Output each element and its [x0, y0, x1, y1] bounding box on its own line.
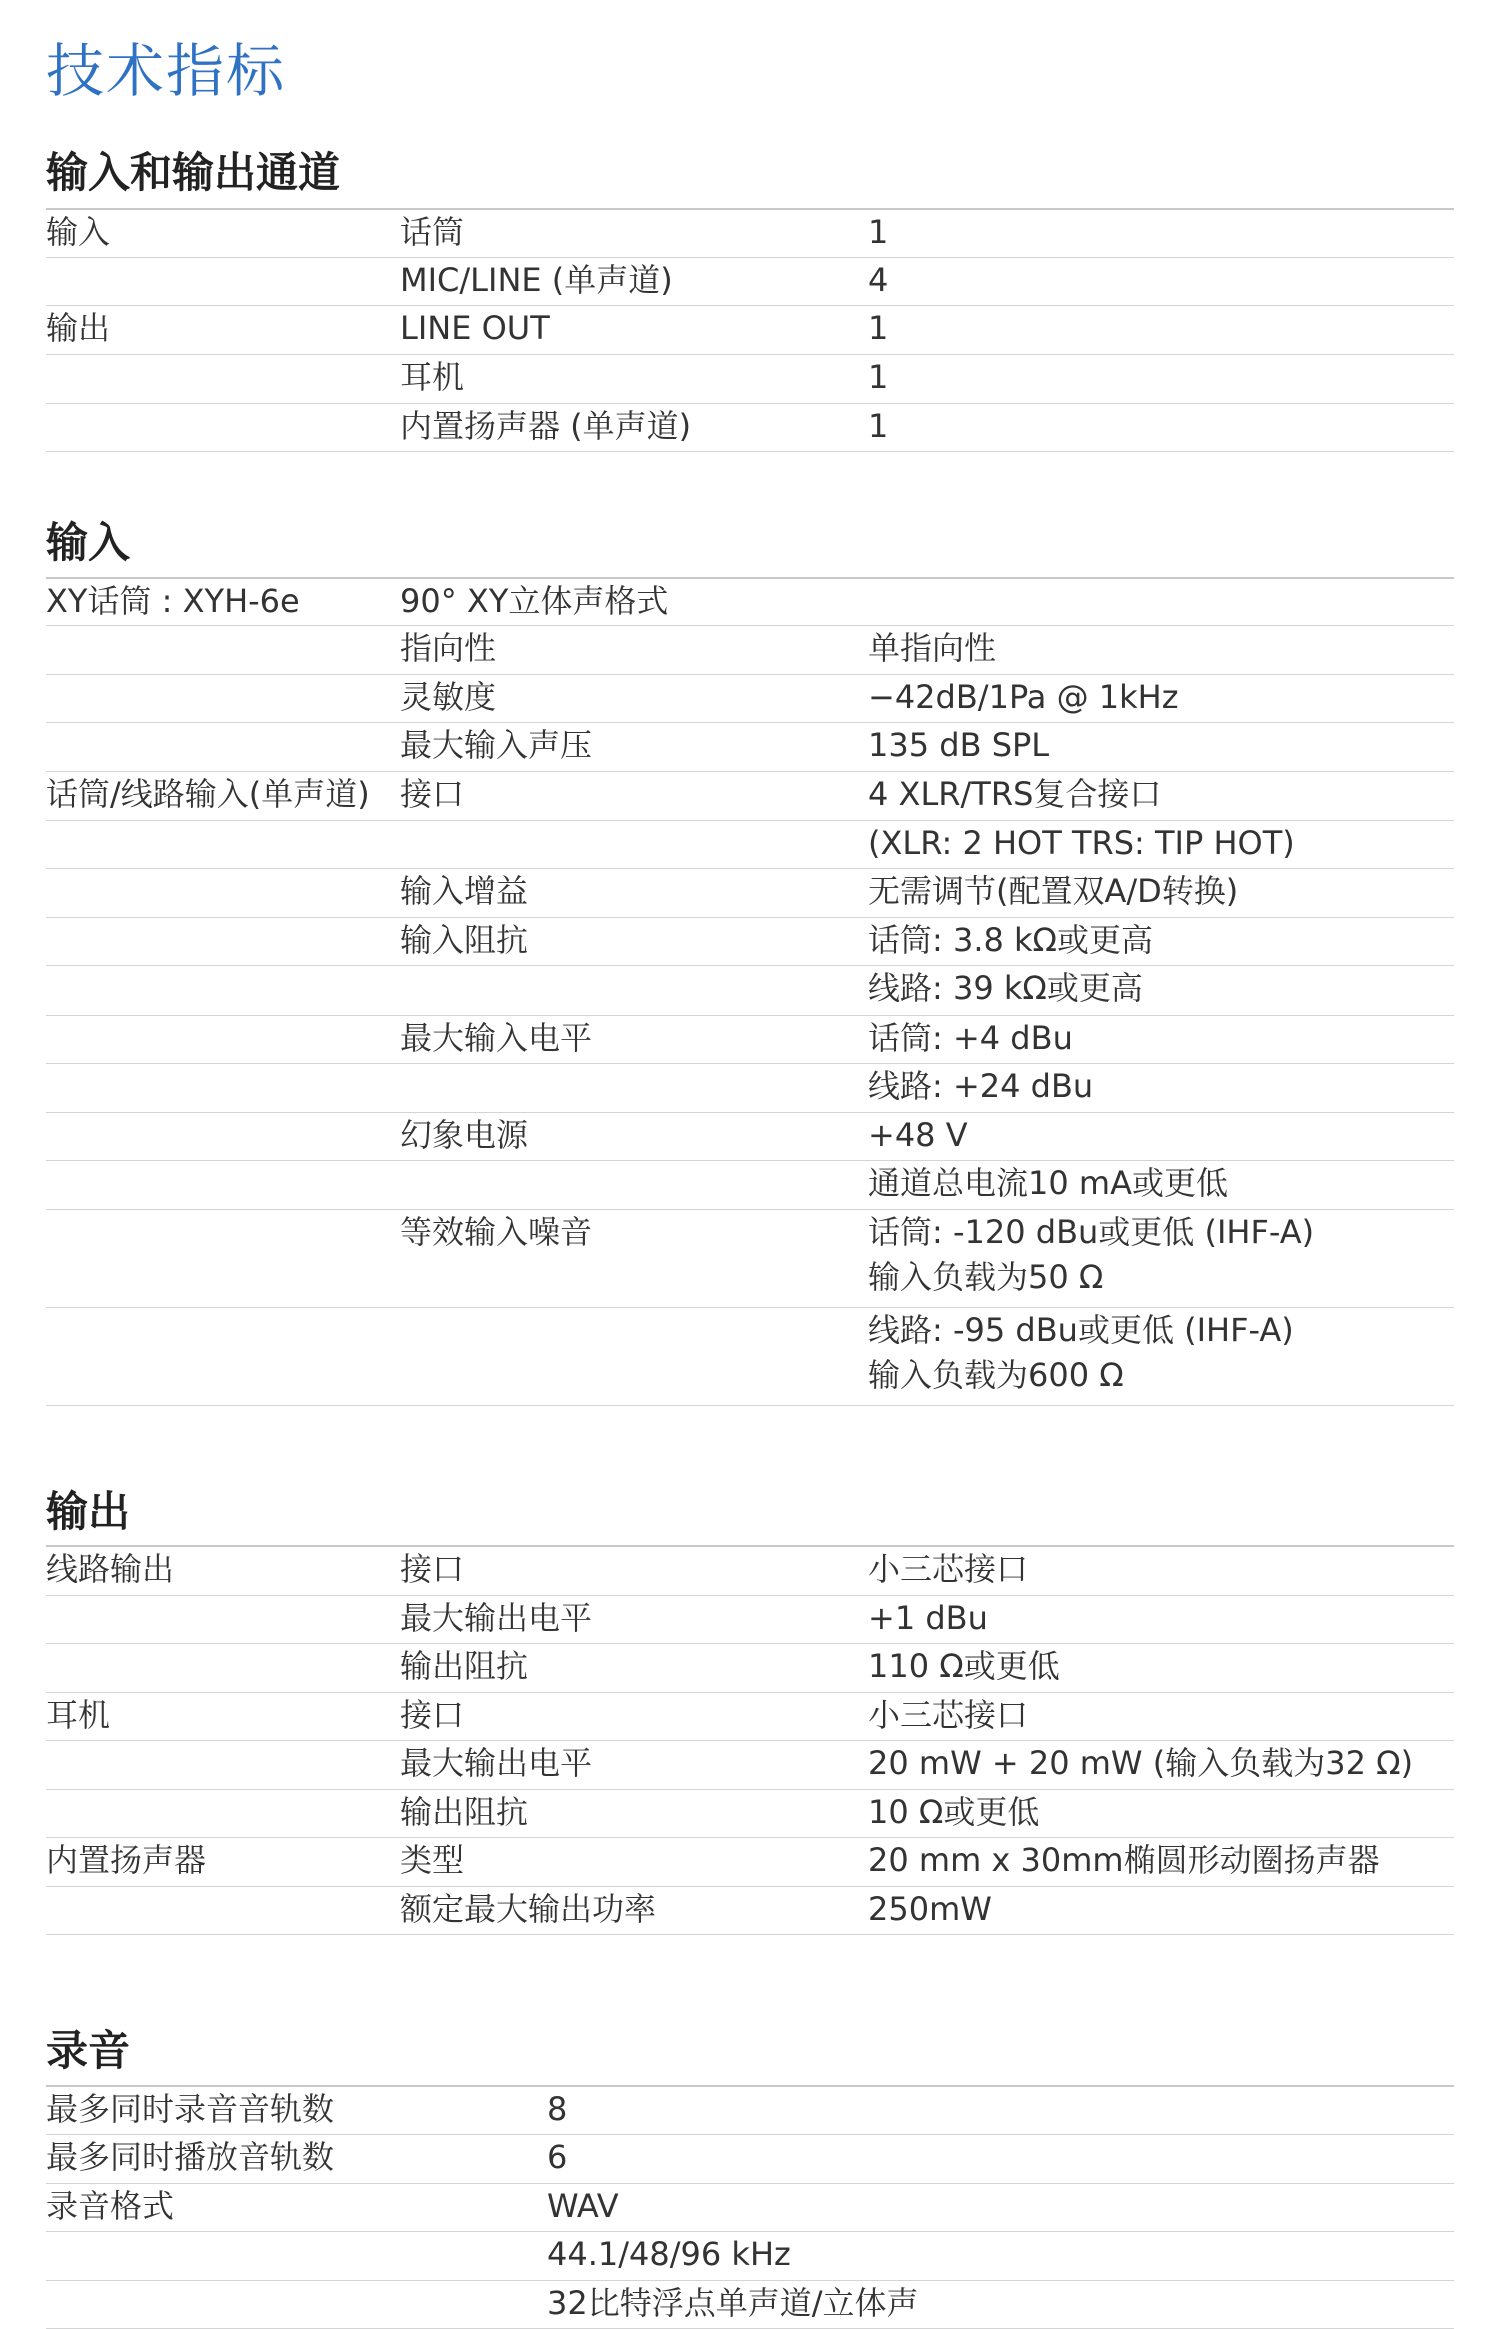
spec-value: 通道总电流10 mA或更低: [868, 1164, 1228, 1202]
spec-row: [46, 675, 1454, 723]
spec-row: [46, 1308, 1454, 1406]
spec-row: [46, 355, 1454, 404]
spec-row: [46, 258, 1454, 306]
spec-value: 线路: +24 dBu: [868, 1067, 1094, 1105]
spec-value: 250mW: [868, 1890, 992, 1928]
section-title-io-channels: 输入和输出通道: [46, 148, 341, 197]
spec-value: 8: [547, 2090, 568, 2128]
spec-value: 1: [868, 309, 889, 347]
spec-item: 内置扬声器 (单声道): [400, 407, 692, 445]
spec-value-line: 线路: -95 dBu或更低 (IHF-A): [868, 1311, 1294, 1349]
spec-item: 灵敏度: [400, 678, 497, 716]
spec-item: 类型: [400, 1841, 465, 1879]
spec-value: +1 dBu: [868, 1599, 988, 1637]
spec-value: 小三芯接口: [868, 1550, 1029, 1588]
spec-item: 输出阻抗: [400, 1793, 529, 1831]
spec-value: 4 XLR/TRS复合接口: [868, 775, 1162, 813]
spec-value: 小三芯接口: [868, 1696, 1029, 1734]
spec-value: +48 V: [868, 1116, 968, 1154]
spec-item: 输入阻抗: [400, 921, 529, 959]
spec-value: 1: [868, 213, 889, 251]
spec-value: 话筒: +4 dBu: [868, 1019, 1073, 1057]
spec-row: [46, 869, 1454, 918]
spec-item: 最大输出电平: [400, 1599, 593, 1637]
spec-item: LINE OUT: [400, 309, 550, 347]
spec-value: 110 Ω或更低: [868, 1647, 1060, 1685]
spec-value: 44.1/48/96 kHz: [547, 2235, 791, 2273]
spec-row: [46, 2135, 1454, 2184]
spec-item: 指向性: [400, 629, 497, 667]
spec-item: 输入增益: [400, 872, 529, 910]
spec-row: [46, 210, 1454, 258]
spec-value: (XLR: 2 HOT TRS: TIP HOT): [868, 824, 1295, 862]
spec-item: 等效输入噪音: [400, 1213, 593, 1251]
spec-value: 无需调节(配置双A/D转换): [868, 872, 1239, 910]
spec-row: [46, 1887, 1454, 1935]
spec-item: 额定最大输出功率: [400, 1890, 657, 1928]
spec-row: [46, 1790, 1454, 1838]
spec-value: [868, 1210, 1314, 1300]
spec-row: [46, 1547, 1454, 1596]
spec-value: WAV: [547, 2187, 619, 2225]
spec-item: 录音格式: [46, 2187, 175, 2225]
spec-row: [46, 2087, 1454, 2135]
spec-item: 幻象电源: [400, 1116, 529, 1154]
spec-row: [46, 1741, 1454, 1790]
spec-category: 耳机: [46, 1696, 111, 1734]
spec-item: 接口: [400, 1550, 465, 1588]
page-title: 技术指标: [46, 37, 287, 105]
output-table: [46, 1545, 1454, 1935]
spec-row: [46, 1596, 1454, 1644]
spec-row: [46, 2232, 1454, 2281]
spec-value: [868, 1308, 1294, 1398]
spec-row: [46, 723, 1454, 772]
spec-category: 话筒/线路输入(单声道): [46, 775, 370, 813]
spec-row: [46, 1161, 1454, 1210]
spec-row: [46, 1113, 1454, 1161]
spec-value-line: 输入负载为50 Ω: [868, 1258, 1104, 1296]
spec-value-line: 话筒: -120 dBu或更低 (IHF-A): [868, 1213, 1315, 1251]
spec-row: [46, 1644, 1454, 1693]
spec-row: [46, 306, 1454, 355]
spec-row: [46, 772, 1454, 821]
spec-value: 20 mW + 20 mW (输入负载为32 Ω): [868, 1744, 1414, 1782]
spec-value: 1: [868, 358, 889, 396]
spec-item: 输出阻抗: [400, 1647, 529, 1685]
spec-category: 输入: [46, 213, 111, 251]
spec-value: 线路: 39 kΩ或更高: [868, 969, 1143, 1007]
spec-item: 最多同时播放音轨数: [46, 2138, 335, 2176]
spec-row: [46, 821, 1454, 869]
spec-row: [46, 404, 1454, 452]
spec-item: MIC/LINE (单声道): [400, 261, 673, 299]
spec-row: [46, 1016, 1454, 1064]
spec-value-line: 输入负载为600 Ω: [868, 1356, 1124, 1394]
spec-category: 内置扬声器: [46, 1841, 207, 1879]
spec-row: [46, 1064, 1454, 1113]
spec-value: 4: [868, 261, 889, 299]
spec-item: 耳机: [400, 358, 465, 396]
spec-item: 最大输入电平: [400, 1019, 593, 1057]
spec-item: 接口: [400, 1696, 465, 1734]
spec-row: [46, 579, 1454, 626]
spec-row: [46, 1838, 1454, 1887]
spec-value: 单指向性: [868, 629, 997, 667]
spec-row: [46, 1693, 1454, 1741]
section-title-output: 输出: [46, 1487, 131, 1536]
spec-category: XY话筒 : XYH-6e: [46, 582, 300, 620]
spec-category: 线路输出: [46, 1550, 175, 1588]
spec-item: 话筒: [400, 213, 465, 251]
section-title-recording: 录音: [46, 2026, 131, 2075]
spec-value: 135 dB SPL: [868, 726, 1050, 764]
input-table: [46, 577, 1454, 1406]
spec-item: 最多同时录音音轨数: [46, 2090, 335, 2128]
spec-value: −42dB/1Pa @ 1kHz: [868, 678, 1179, 716]
spec-category: 输出: [46, 309, 111, 347]
spec-value: 1: [868, 407, 889, 445]
spec-value: 话筒: 3.8 kΩ或更高: [868, 921, 1154, 959]
spec-value: 6: [547, 2138, 568, 2176]
spec-row: [46, 918, 1454, 966]
spec-row: [46, 2184, 1454, 2232]
spec-item: 90° XY立体声格式: [400, 582, 669, 620]
spec-item: 最大输出电平: [400, 1744, 593, 1782]
io-channels-table: [46, 208, 1454, 452]
spec-value: 20 mm x 30mm椭圆形动圈扬声器: [868, 1841, 1380, 1879]
spec-row: [46, 626, 1454, 675]
spec-row: [46, 966, 1454, 1016]
recording-table: [46, 2085, 1454, 2329]
section-title-input: 输入: [46, 518, 131, 567]
spec-item: 最大输入声压: [400, 726, 593, 764]
spec-row: [46, 1210, 1454, 1308]
spec-value: 32比特浮点单声道/立体声: [547, 2284, 919, 2322]
spec-item: 接口: [400, 775, 465, 813]
spec-value: 10 Ω或更低: [868, 1793, 1040, 1831]
